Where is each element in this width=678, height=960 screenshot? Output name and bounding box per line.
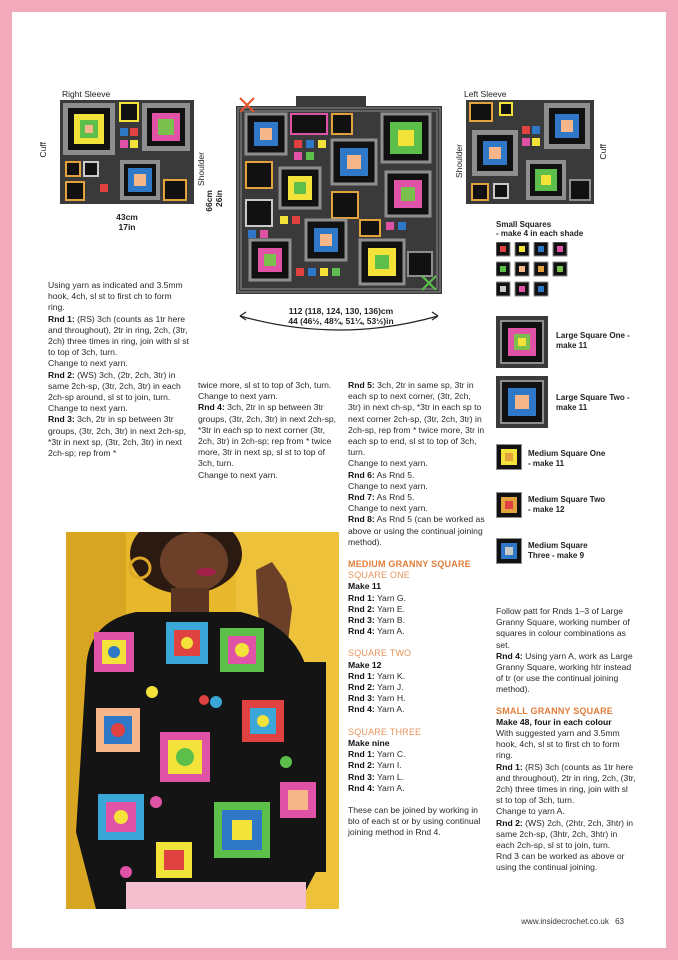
change-to-yarn-a: Change to yarn A. [496,806,565,817]
large-square-two-swatch [496,376,548,428]
c4-rnd1-label: Rnd 1: [496,761,523,772]
rnd2-text: (WS) 3ch, (2tr, 2ch, 3tr) in same 2ch-sp, (3tr, 2ch, 3tr) in each 2ch-sp around, sl st to join, turn. [48,369,181,403]
c4-rnd2-label: Rnd 2: [496,817,523,828]
left-cuff-label: Cuff [598,144,608,160]
c4-rnd4-label: Rnd 4: [496,650,523,661]
joining-note: These can be joined by working in blo of each st or by using continual joining method in Rnd 4. [348,804,481,838]
sq3-r4: Yarn A. [376,782,405,793]
text-column-2 [198,380,342,481]
sq1-r3-label: Rnd 3: [348,615,375,626]
c4-rnd4-text: Using yarn A, work as Large Granny Square, working htr instead of tr (or use the continual joining method). [496,650,633,695]
sq2-r1: Yarn K. [376,670,405,681]
body-diagram [236,96,442,294]
change-yarn-2: Change to next yarn. [48,403,128,414]
rnd5-label: Rnd 5: [348,380,375,390]
medium-square-one-label: Medium Square One - make 11 [528,449,606,468]
rnd2-label: Rnd 2: [48,369,75,380]
left-sleeve-label: Left Sleeve [464,89,507,99]
sq2-r4: Yarn A. [376,704,405,715]
rnd8-text: As Rnd 5 (can be worked as above or using the continual joining method). [348,514,485,547]
sq1-r4: Yarn A. [376,626,405,637]
text-column-4 [496,606,636,874]
left-sleeve-diagram [466,100,594,204]
change-yarn-3: Change to next yarn. [198,391,278,402]
sq2-r4-label: Rnd 4: [348,704,375,715]
rnd3-note: Rnd 3 can be worked as above or using the continual joining. [496,851,625,873]
sq1-r1: Yarn G. [376,592,406,603]
sq1-r2-label: Rnd 2: [348,603,375,614]
rnd7-label: Rnd 7: [348,492,375,503]
change-yarn-6: Change to next yarn. [348,480,428,491]
rnd6-text: As Rnd 5. [376,469,415,480]
text-column-3 [348,380,486,839]
medium-square-one-swatch [496,444,522,470]
right-sleeve-label: Right Sleeve [62,89,111,99]
sq2-r1-label: Rnd 1: [348,670,375,681]
sq3-r4-label: Rnd 4: [348,782,375,793]
small-granny-square-heading: SMALL GRANNY SQUARE [496,705,613,716]
body-width-cm: 112 (118, 124, 130, 136)cm [288,306,394,316]
rnd8-label: Rnd 8: [348,514,375,525]
sq1-r2: Yarn E. [376,603,405,614]
rnd4-label: Rnd 4: [198,402,225,413]
square-three-heading: SQUARE THREE [348,726,422,737]
sq2-r3: Yarn H. [376,693,406,704]
small-squares-title: Small Squares [496,220,552,229]
change-yarn-5: Change to next yarn. [348,458,428,469]
small-granny-make: Make 48, four in each colour [496,716,612,727]
rnd3-continued: twice more, sl st to top of 3ch, turn. [198,380,332,390]
large-square-two-label: Large Square Two - make 11 [556,393,630,412]
change-yarn-4: Change to next yarn. [198,469,278,480]
square-one-heading: SQUARE ONE [348,570,411,581]
body-height-in: 26in [214,190,224,208]
sq3-r3-label: Rnd 3: [348,771,375,782]
medium-square-two-swatch [496,492,522,518]
sq2-r2: Yarn J. [376,682,404,693]
sq1-r4-label: Rnd 4: [348,626,375,637]
medium-granny-square-heading: MEDIUM GRANNY SQUARE [348,559,471,570]
sq3-r1: Yarn C. [376,749,406,760]
square-two-heading: SQUARE TWO [348,648,412,659]
rnd1-text: (RS) 3ch (counts as 1tr here and throughout), 2tr in ring, 2ch, (3tr, 2ch) three times in ring, join with sl st to top of 3ch, turn. [48,313,189,358]
rnd1-label: Rnd 1: [48,313,75,324]
follow-pattern-text: Follow patt for Rnds 1–3 of Large Granny Square, working number of squares in colour combinations as set. [496,606,630,650]
medium-square-two-label: Medium Square Two - make 12 [528,495,606,514]
sq3-r2: Yarn I. [376,760,402,771]
magazine-page [12,12,666,948]
right-sleeve-diagram [60,100,194,204]
text-column-1 [48,280,190,459]
c4-rnd1-text: (RS) 3ch (counts as 1tr here and throughout), 2tr in ring, 2ch, (3tr, 2ch) three times in ring, join with sl st to top of 3ch, turn. [496,761,636,806]
rnd6-label: Rnd 6: [348,469,375,480]
square-two-make: Make 12 [348,659,382,670]
large-square-one-swatch [496,316,548,368]
rnd3-label: Rnd 3: [48,414,75,425]
medium-square-three-label: Medium Square Three - make 9 [528,541,588,560]
sq1-r1-label: Rnd 1: [348,592,375,603]
square-one-make: Make 11 [348,581,381,592]
rnd5-text: 3ch, 2tr in same sp, 3tr in each sp to next corner, (3tr, 2ch, 3tr) in next ch-sp, *3tr in each sp to next corner 2ch-sp, (3tr, 2ch, 3tr) in 2ch-sp, rep from * twice more, 3tr in each sp to end, sl st to top of 3ch, turn. [348,380,485,458]
change-yarn-1: Change to next yarn. [48,358,128,369]
right-cuff-label: Cuff [38,142,48,158]
model-photo [66,532,339,909]
right-shoulder-label: Shoulder [196,152,206,187]
page-footer [521,917,624,926]
rnd7-text: As Rnd 5. [376,492,415,503]
photo-illustration [66,532,339,909]
sq3-r3: Yarn L. [376,771,405,782]
sq2-r3-label: Rnd 3: [348,693,375,704]
large-square-one-label: Large Square One - make 11 [556,331,630,350]
page-number: 63 [615,917,624,926]
square-three-make: Make nine [348,737,390,748]
sq3-r2-label: Rnd 2: [348,760,375,771]
rnd3-text: 3ch, 2tr in sp between 3tr groups, (3tr, 2ch, 3tr) in next 2ch-sp, *3tr in next sp, (3tr, 2ch, 3tr) in next 2ch-sp; rep from * [48,414,187,459]
c4-rnd2-text: (WS) 2ch, (2htr, 2ch, 3htr) in same 2ch-sp, (3htr, 2ch, 3htr) in each 2ch-sp, sl st to join, turn. [496,817,634,851]
intro-text: Using yarn as indicated and 3.5mm hook, 4ch, sl st to first ch to form ring. [48,280,183,313]
sleeve-width-in: 17in [118,222,136,232]
body-height-cm: 66cm [204,190,214,212]
small-granny-intro: With suggested yarn and 3.5mm hook, 4ch, sl st to first ch to form ring. [496,728,620,761]
sq1-r3: Yarn B. [376,615,405,626]
footer-url[interactable]: www.insidecrochet.co.uk [521,917,609,926]
small-squares-sub: - make 4 in each shade [496,229,584,238]
body-width-in: 44 (46½, 48¾, 51¼, 53½)in [288,316,394,326]
rnd4-text: 3ch, 2tr in sp between 3tr groups, (3tr, 2ch, 3tr) in next 2ch-sp, *3tr in each sp to next corner (3tr, 2ch, 3tr) in 2ch-sp; rep from * twice more, 3tr in next sp, sl st to top of 3ch, turn. [198,402,337,469]
sq3-r1-label: Rnd 1: [348,749,375,760]
change-yarn-7: Change to next yarn. [348,503,428,514]
left-shoulder-label: Shoulder [454,144,464,179]
sleeve-width-cm: 43cm [116,212,138,222]
small-squares-legend [496,242,574,302]
sq2-r2-label: Rnd 2: [348,682,375,693]
medium-square-three-swatch [496,538,522,564]
